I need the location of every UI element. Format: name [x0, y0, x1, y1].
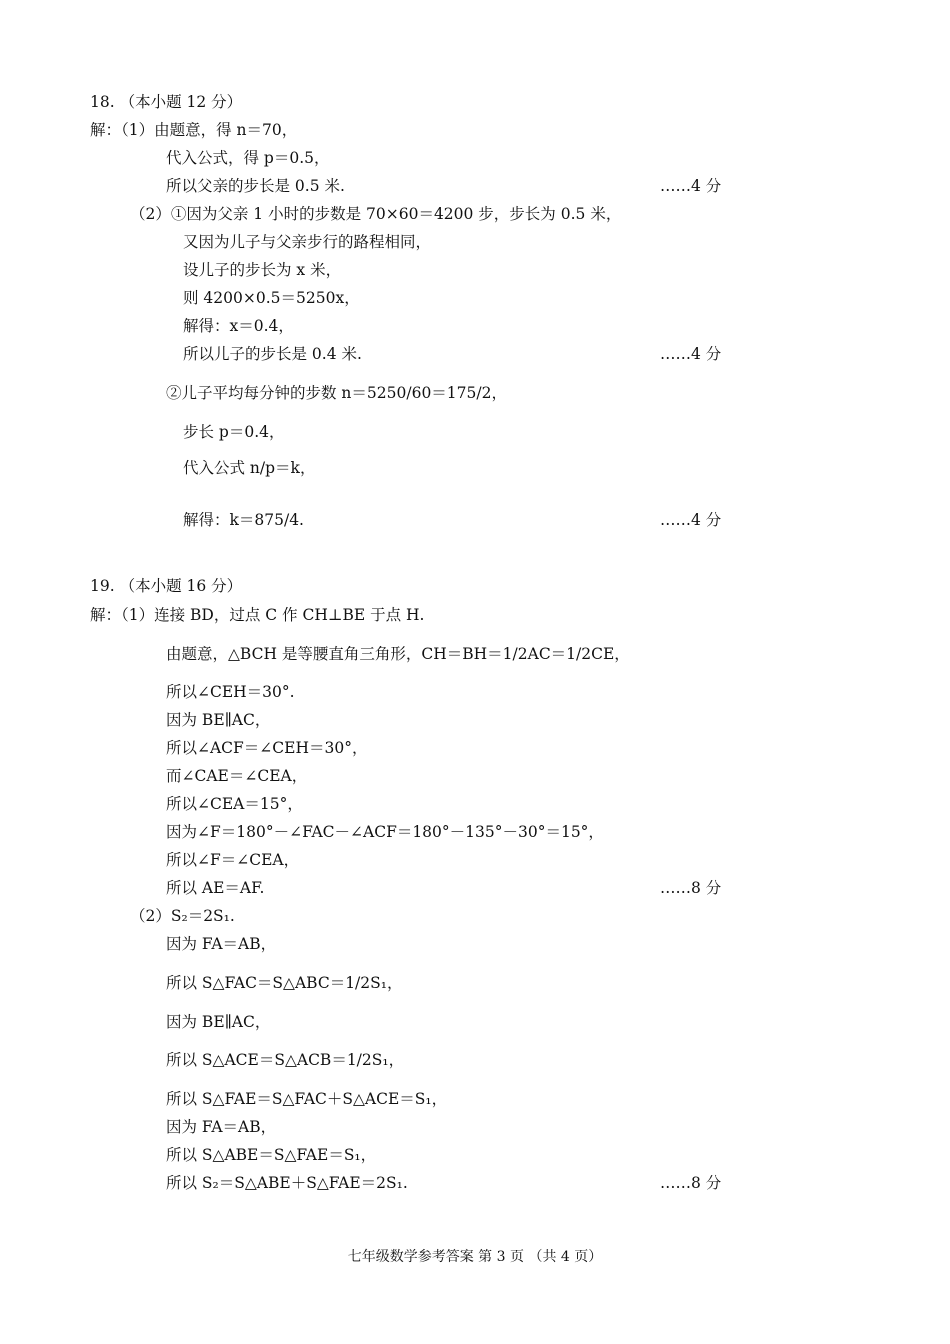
- q19-line: 因为∠F＝180°－∠FAC－∠ACF＝180°－135°－30°＝15°，: [166, 823, 604, 841]
- q18-header: 18. （本小题 12 分）: [90, 93, 243, 111]
- q18-line: （2）①因为父亲 1 小时的步数是 70×60＝4200 步，步长为 0.5 米，: [130, 205, 622, 223]
- q19-line: 所以∠CEH＝30°.: [166, 683, 295, 701]
- q19-line: 所以 AE＝AF.: [166, 879, 265, 897]
- q19-header: 19. （本小题 16 分）: [90, 577, 243, 595]
- q18-line: 代入公式 n/p＝k，: [183, 459, 316, 477]
- score-mark: ……8 分: [660, 879, 722, 897]
- q19-line: 所以∠CEA＝15°，: [166, 795, 303, 813]
- q19-line: 由题意，△BCH 是等腰直角三角形，CH＝BH＝1/2AC＝1/2CE，: [166, 645, 630, 663]
- score-mark: ……4 分: [660, 511, 722, 529]
- q18-line: 所以儿子的步长是 0.4 米.: [183, 345, 362, 363]
- q18-line: 步长 p＝0.4，: [183, 423, 285, 441]
- q18-line: 又因为儿子与父亲步行的路程相同，: [183, 233, 432, 251]
- score-mark: ……4 分: [660, 177, 722, 195]
- q19-line: 因为 FA＝AB，: [166, 1118, 277, 1136]
- score-mark: ……8 分: [660, 1174, 722, 1192]
- q19-line: 所以 S△FAC＝S△ABC＝1/2S₁，: [166, 974, 403, 992]
- q19-line: 所以 S△ACE＝S△ACB＝1/2S₁，: [166, 1051, 405, 1069]
- q19-line: 所以 S₂＝S△ABE＋S△FAE＝2S₁.: [166, 1174, 408, 1192]
- q19-line: 因为 BE∥AC，: [166, 711, 271, 729]
- q19-line: 因为 FA＝AB，: [166, 935, 277, 953]
- q18-line: 代入公式，得 p＝0.5，: [166, 149, 330, 167]
- q18-line: 解得：k＝875/4.: [183, 511, 304, 529]
- q18-line: ②儿子平均每分钟的步数 n＝5250/60＝175/2，: [166, 384, 507, 402]
- q18-line: 设儿子的步长为 x 米，: [183, 261, 342, 279]
- q19-line: 因为 BE∥AC，: [166, 1013, 271, 1031]
- q18-line: 则 4200×0.5＝5250x，: [183, 289, 360, 307]
- q19-line: 所以∠ACF＝∠CEH＝30°，: [166, 739, 368, 757]
- q19-line: 所以 S△FAE＝S△FAC＋S△ACE＝S₁，: [166, 1090, 448, 1108]
- q19-line: 所以 S△ABE＝S△FAE＝S₁，: [166, 1146, 377, 1164]
- q19-line: 所以∠F＝∠CEA，: [166, 851, 300, 869]
- q19-line: （2）S₂＝2S₁.: [130, 907, 235, 925]
- page-footer: 七年级数学参考答案 第 3 页 （共 4 页）: [347, 1249, 603, 1265]
- q18-line: 所以父亲的步长是 0.5 米.: [166, 177, 345, 195]
- q18-line: 解：（1）由题意，得 n＝70，: [90, 121, 298, 139]
- score-mark: ……4 分: [660, 345, 722, 363]
- q18-line: 解得：x＝0.4，: [183, 317, 294, 335]
- q19-line: 而∠CAE＝∠CEA，: [166, 767, 308, 785]
- q19-line: 解：（1）连接 BD，过点 C 作 CH⊥BE 于点 H.: [90, 606, 425, 624]
